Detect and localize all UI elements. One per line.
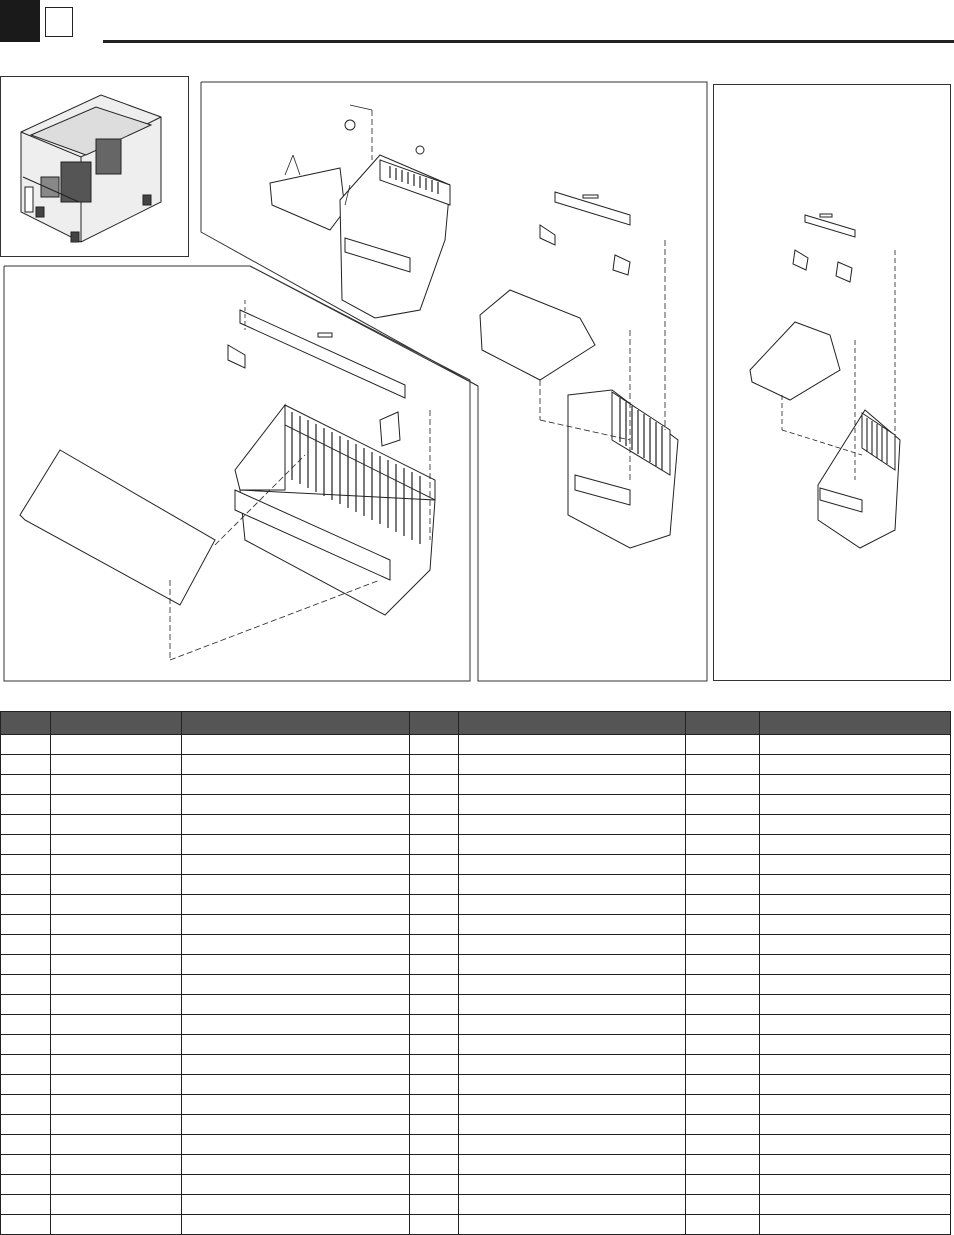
table-cell (459, 855, 686, 875)
table-cell (760, 855, 951, 875)
table-cell (459, 755, 686, 775)
table-cell (459, 775, 686, 795)
table-cell (182, 795, 410, 815)
table-cell (410, 795, 459, 815)
table-cell (410, 1195, 459, 1215)
table-cell (51, 1175, 182, 1195)
table-cell (182, 735, 410, 755)
table-cell (459, 935, 686, 955)
table-cell (459, 1175, 686, 1195)
table-cell (410, 1015, 459, 1035)
table-cell (51, 1095, 182, 1115)
table-cell (182, 1155, 410, 1175)
table-cell (51, 1015, 182, 1035)
table-cell (51, 1055, 182, 1075)
table-cell (182, 855, 410, 875)
table-cell (760, 1175, 951, 1195)
table-cell (1, 1175, 51, 1195)
table-cell (1, 955, 51, 975)
table-cell (686, 1115, 760, 1135)
table-cell (1, 995, 51, 1015)
table-row (1, 775, 951, 795)
table-cell (760, 875, 951, 895)
table-cell (182, 775, 410, 795)
table-cell (686, 1155, 760, 1175)
table-cell (182, 875, 410, 895)
table-cell (1, 1095, 51, 1115)
table-row (1, 875, 951, 895)
table-row (1, 1075, 951, 1095)
table-cell (51, 995, 182, 1015)
table-cell (51, 1115, 182, 1135)
table-cell (459, 1155, 686, 1175)
table-cell (686, 995, 760, 1015)
table-cell (1, 855, 51, 875)
table-cell (459, 995, 686, 1015)
table-cell (760, 815, 951, 835)
table-row (1, 1135, 951, 1155)
table-cell (459, 1035, 686, 1055)
table-cell (182, 955, 410, 975)
table-row (1, 855, 951, 875)
table-cell (1, 835, 51, 855)
table-cell (459, 895, 686, 915)
table-cell (760, 775, 951, 795)
table-cell (686, 1075, 760, 1095)
table-cell (686, 1055, 760, 1075)
table-row (1, 735, 951, 755)
table-cell (182, 1115, 410, 1135)
table-cell (51, 975, 182, 995)
col-header-4 (410, 712, 459, 735)
table-row (1, 975, 951, 995)
table-cell (760, 735, 951, 755)
table-cell (1, 975, 51, 995)
table-cell (51, 755, 182, 775)
table-cell (459, 735, 686, 755)
table-row (1, 955, 951, 975)
col-header-1 (1, 712, 51, 735)
table-cell (410, 1135, 459, 1155)
table-cell (410, 1155, 459, 1175)
table-cell (182, 1095, 410, 1115)
table-cell (410, 735, 459, 755)
table-cell (182, 915, 410, 935)
table-row (1, 835, 951, 855)
right-detail-assembly (750, 214, 900, 548)
table-cell (51, 955, 182, 975)
parts-table (0, 711, 951, 1235)
table-cell (410, 815, 459, 835)
table-cell (760, 1155, 951, 1175)
table-cell (410, 775, 459, 795)
table-cell (1, 1015, 51, 1035)
table-cell (459, 835, 686, 855)
table-cell (1, 1055, 51, 1075)
table-cell (760, 935, 951, 955)
table-cell (51, 935, 182, 955)
table-cell (459, 1095, 686, 1115)
table-cell (410, 1095, 459, 1115)
table-cell (410, 1115, 459, 1135)
table-cell (182, 1135, 410, 1155)
table-cell (686, 855, 760, 875)
table-cell (760, 1195, 951, 1215)
table-cell (686, 875, 760, 895)
table-cell (686, 815, 760, 835)
table-cell (410, 1075, 459, 1095)
table-row (1, 895, 951, 915)
col-header-3 (182, 712, 410, 735)
table-cell (1, 1115, 51, 1135)
table-cell (182, 815, 410, 835)
table-cell (1, 795, 51, 815)
table-cell (686, 1175, 760, 1195)
table-cell (760, 915, 951, 935)
table-cell (1, 1075, 51, 1095)
table-cell (1, 1135, 51, 1155)
table-cell (182, 755, 410, 775)
table-cell (760, 1115, 951, 1135)
left-big-assembly (20, 300, 435, 660)
table-cell (182, 1195, 410, 1215)
table-cell (459, 815, 686, 835)
table-row (1, 935, 951, 955)
table-cell (459, 1015, 686, 1035)
table-cell (410, 955, 459, 975)
table-cell (459, 1115, 686, 1135)
table-cell (686, 955, 760, 975)
table-row (1, 1035, 951, 1055)
table-cell (686, 975, 760, 995)
table-row (1, 1015, 951, 1035)
table-cell (1, 755, 51, 775)
table-row (1, 1175, 951, 1195)
table-cell (51, 815, 182, 835)
table-cell (760, 795, 951, 815)
table-cell (760, 1075, 951, 1095)
table-cell (686, 1195, 760, 1215)
table-cell (182, 835, 410, 855)
table-cell (51, 875, 182, 895)
table-cell (182, 975, 410, 995)
table-cell (1, 1035, 51, 1055)
table-row (1, 1155, 951, 1175)
table-cell (686, 1015, 760, 1035)
table-cell (410, 1175, 459, 1195)
table-cell (410, 995, 459, 1015)
table-cell (51, 915, 182, 935)
table-cell (1, 775, 51, 795)
table-cell (51, 775, 182, 795)
table-cell (410, 895, 459, 915)
parts-table-header-row (1, 712, 951, 735)
table-row (1, 995, 951, 1015)
table-cell (760, 995, 951, 1015)
table-cell (51, 1135, 182, 1155)
table-cell (459, 1135, 686, 1155)
table-row (1, 1095, 951, 1115)
table-cell (686, 895, 760, 915)
col-header-5 (459, 712, 686, 735)
top-center-assembly (270, 105, 450, 318)
table-cell (182, 895, 410, 915)
table-cell (410, 835, 459, 855)
table-cell (51, 895, 182, 915)
table-cell (686, 795, 760, 815)
table-cell (760, 755, 951, 775)
table-cell (182, 1055, 410, 1075)
table-cell (459, 875, 686, 895)
table-cell (410, 935, 459, 955)
table-cell (760, 1095, 951, 1115)
col-header-7 (760, 712, 951, 735)
table-cell (51, 1035, 182, 1055)
table-row (1, 1115, 951, 1135)
table-cell (686, 755, 760, 775)
table-cell (51, 1195, 182, 1215)
table-cell (686, 1035, 760, 1055)
table-cell (1, 935, 51, 955)
table-cell (760, 975, 951, 995)
table-cell (1, 895, 51, 915)
table-cell (1, 815, 51, 835)
table-cell (410, 875, 459, 895)
table-cell (182, 935, 410, 955)
table-cell (760, 1035, 951, 1055)
table-cell (182, 1035, 410, 1055)
table-cell (1, 915, 51, 935)
table-cell (182, 1015, 410, 1035)
col-header-6 (686, 712, 760, 735)
table-row (1, 815, 951, 835)
table-cell (1, 875, 51, 895)
table-cell (410, 1035, 459, 1055)
table-cell (410, 1055, 459, 1075)
table-cell (686, 775, 760, 795)
table-cell (459, 795, 686, 815)
table-cell (1, 1195, 51, 1215)
table-cell (760, 955, 951, 975)
table-cell (51, 835, 182, 855)
table-cell (760, 1135, 951, 1155)
table-cell (459, 1075, 686, 1095)
table-cell (686, 735, 760, 755)
table-row (1, 1195, 951, 1215)
table-cell (760, 1055, 951, 1075)
table-cell (459, 975, 686, 995)
table-row (1, 1055, 951, 1075)
table-cell (410, 915, 459, 935)
table-cell (51, 795, 182, 815)
table-cell (51, 735, 182, 755)
table-cell (410, 755, 459, 775)
table-cell (182, 1075, 410, 1095)
table-cell (51, 855, 182, 875)
table-cell (686, 1095, 760, 1115)
table-cell (410, 975, 459, 995)
table-cell (459, 955, 686, 975)
table-cell (760, 835, 951, 855)
table-row (1, 915, 951, 935)
table-cell (182, 995, 410, 1015)
table-cell (686, 915, 760, 935)
center-column-assembly (480, 192, 678, 548)
table-cell (459, 1055, 686, 1075)
table-cell (51, 1075, 182, 1095)
parts-table-body (1, 735, 951, 1235)
table-cell (182, 1175, 410, 1195)
table-cell (686, 935, 760, 955)
table-cell (459, 915, 686, 935)
table-cell (686, 835, 760, 855)
table-cell (410, 855, 459, 875)
table-cell (51, 1155, 182, 1175)
table-cell (459, 1195, 686, 1215)
table-row (1, 795, 951, 815)
table-cell (686, 1135, 760, 1155)
table-row (1, 755, 951, 775)
table-cell (760, 1015, 951, 1035)
table-cell (1, 735, 51, 755)
table-cell (1, 1155, 51, 1175)
table-cell (760, 895, 951, 915)
col-header-2 (51, 712, 182, 735)
